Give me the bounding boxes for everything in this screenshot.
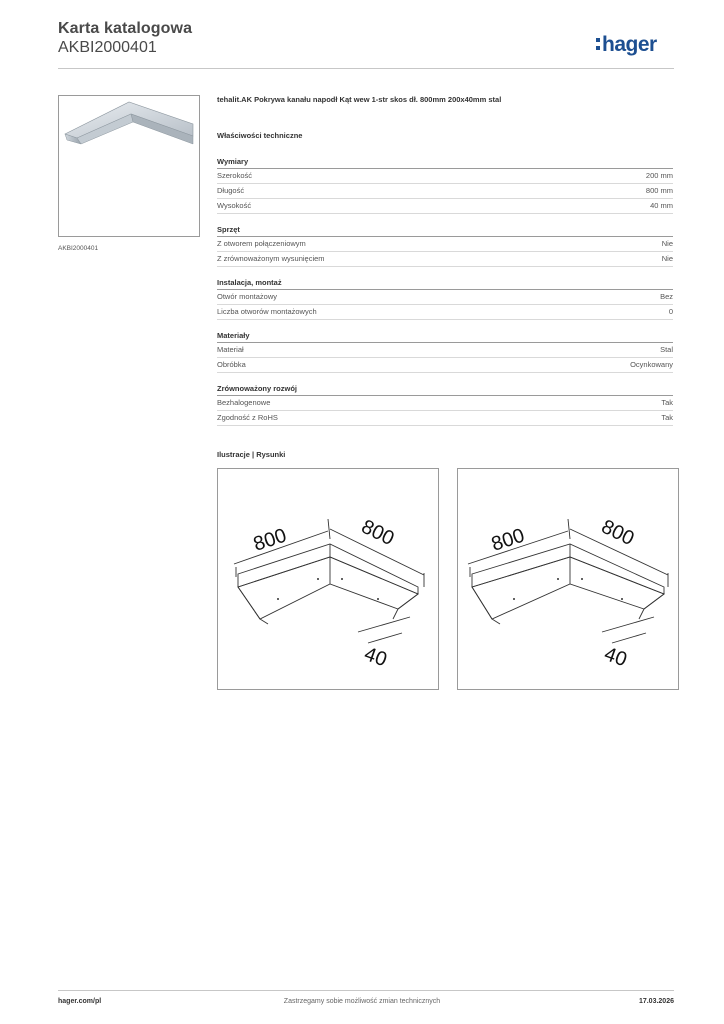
section-title: Sprzęt [217, 224, 673, 237]
section-equipment [217, 224, 673, 267]
drawing-svg [218, 469, 438, 689]
property-row [217, 411, 673, 426]
property-value: Tak [661, 413, 673, 422]
dim-length-right: 800 [597, 515, 638, 551]
footer-date: 17.03.2026 [638, 998, 674, 1005]
product-code: AKBI2000401 [58, 39, 157, 56]
header-divider [58, 68, 674, 69]
section-dimensions [217, 156, 673, 214]
dim-length-left: 800 [250, 524, 290, 556]
property-label: Otwór montażowy [217, 292, 278, 301]
property-row [217, 396, 673, 411]
footer-disclaimer: Zastrzegamy sobie możliwość zmian technicznych [283, 998, 441, 1005]
section-materials [217, 330, 673, 373]
property-row [217, 252, 673, 267]
property-row [217, 305, 673, 320]
dim-length-left: 800 [488, 524, 528, 556]
svg-text:hager: hager [602, 33, 657, 56]
property-value: 800 mm [645, 186, 673, 195]
property-label: Materiał [217, 345, 244, 354]
property-label: Z otworem połączeniowym [217, 239, 306, 248]
product-image [58, 95, 200, 237]
section-title: Zrównoważony rozwój [217, 383, 673, 396]
dim-length-right: 800 [357, 515, 398, 551]
property-label: Liczba otworów montażowych [217, 307, 317, 316]
properties-table [217, 156, 673, 436]
property-label: Zgodność z RoHS [217, 413, 278, 422]
property-label: Bezhalogenowe [217, 398, 271, 407]
property-value: Bez [660, 292, 673, 301]
property-value: Nie [661, 254, 673, 263]
document-header [58, 20, 192, 57]
section-title: Instalacja, montaż [217, 277, 673, 290]
dim-height: 40 [601, 643, 630, 672]
section-installation [217, 277, 673, 320]
product-image-caption: AKBI2000401 [58, 245, 99, 252]
footer-website-link[interactable]: hager.com/pl [58, 998, 102, 1005]
footer-divider [58, 990, 674, 991]
technical-drawing [457, 468, 679, 690]
property-row [217, 169, 673, 184]
property-row [217, 358, 673, 373]
product-photo [59, 96, 199, 236]
property-row [217, 343, 673, 358]
technical-drawing [217, 468, 439, 690]
properties-heading: Właściwości techniczne [217, 131, 303, 140]
property-label: Długość [217, 186, 245, 195]
hager-logo [594, 27, 674, 59]
property-value: Nie [661, 239, 673, 248]
property-label: Wysokość [217, 201, 252, 210]
property-value: Ocynkowany [630, 360, 673, 369]
property-value: 200 mm [645, 171, 673, 180]
dim-height: 40 [361, 643, 390, 672]
section-sustainability [217, 383, 673, 426]
document-title: Karta katalogowa [58, 20, 193, 37]
property-label: Z zrównoważonym wysunięciem [217, 254, 325, 263]
property-label: Szerokość [217, 171, 253, 180]
property-value: Tak [661, 398, 673, 407]
property-row [217, 237, 673, 252]
section-title: Materiały [217, 330, 673, 343]
drawing-svg [458, 469, 678, 689]
product-description: tehalit.AK Pokrywa kanału napodł Kąt wew 1-str skos dł. 800mm 200x40mm stal [217, 95, 502, 104]
property-row [217, 199, 673, 214]
property-value: Stal [660, 345, 673, 354]
section-title: Wymiary [217, 156, 673, 169]
property-value: 40 mm [650, 201, 673, 210]
property-row [217, 290, 673, 305]
property-row [217, 184, 673, 199]
property-value: 0 [668, 307, 673, 316]
property-label: Obróbka [217, 360, 246, 369]
illustrations-heading: Ilustracje | Rysunki [217, 450, 286, 459]
